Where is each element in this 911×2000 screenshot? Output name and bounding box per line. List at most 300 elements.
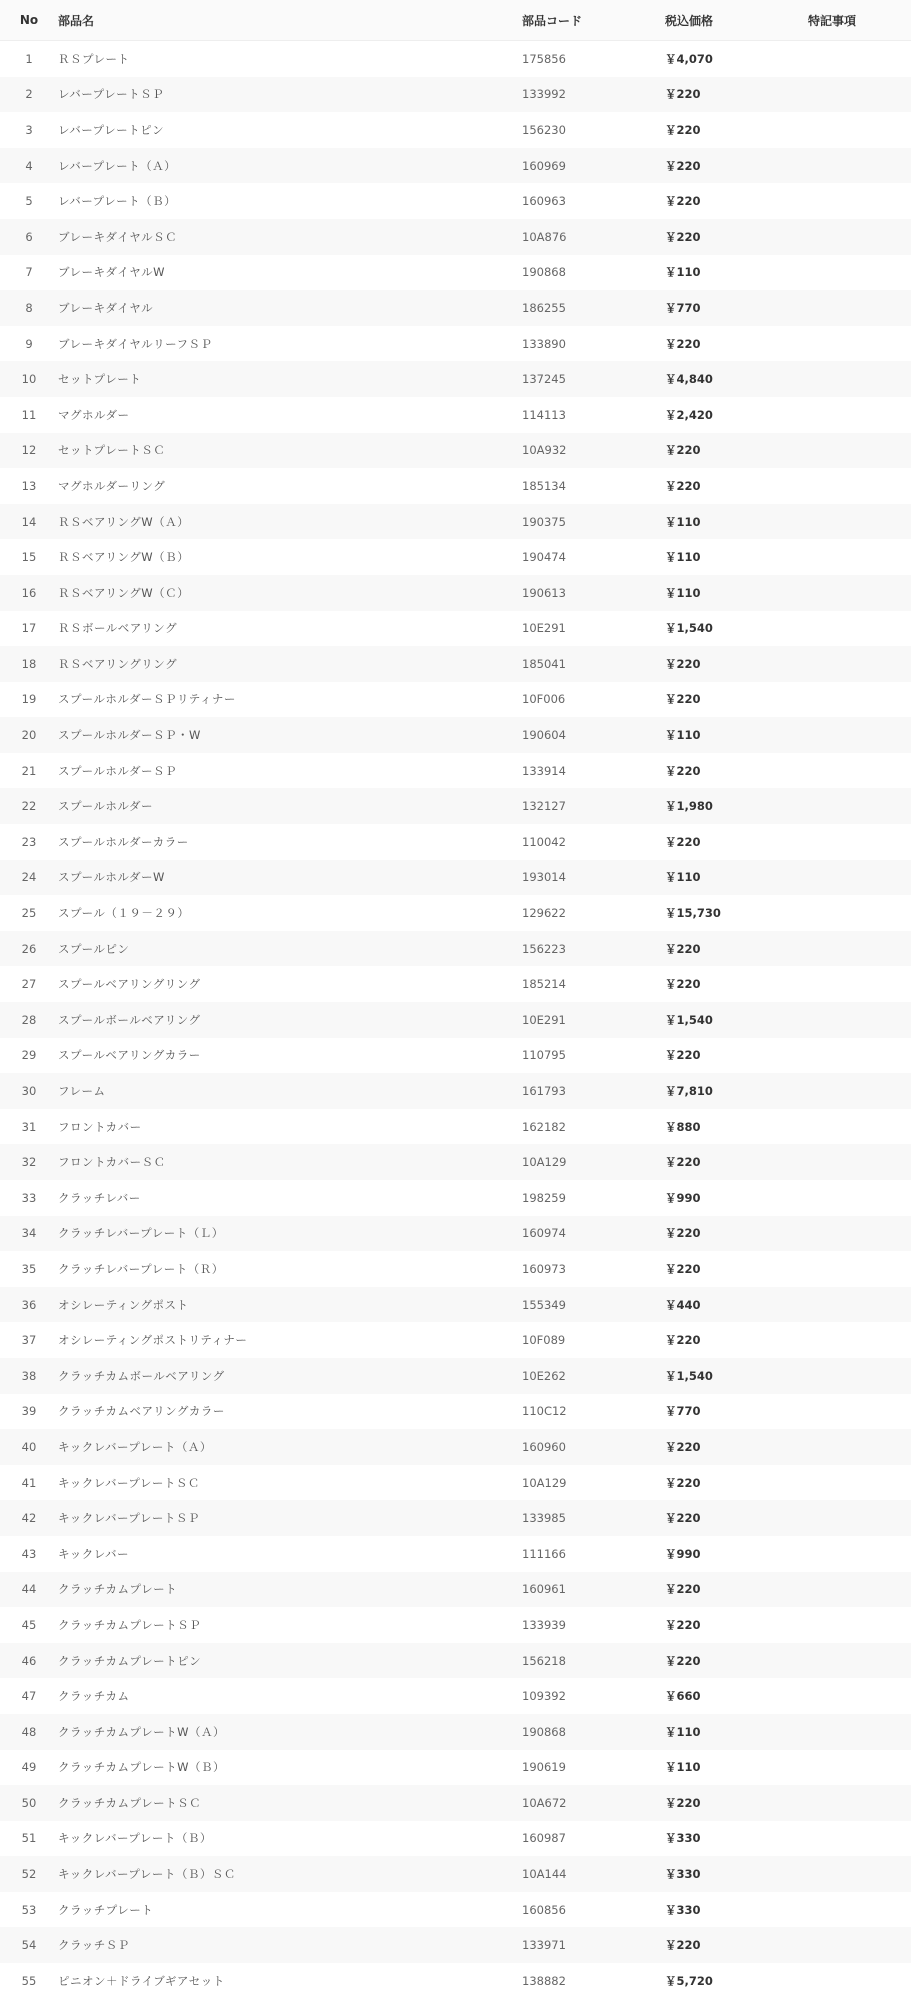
part-notes [808,682,911,718]
row-number: 54 [0,1927,58,1963]
part-name: クラッチカムプレートピン [58,1643,522,1679]
part-notes [808,1144,911,1180]
part-notes [808,1002,911,1038]
row-number: 53 [0,1892,58,1928]
part-price: ￥220 [665,1465,808,1501]
table-row [0,1180,911,1216]
part-price: ￥220 [665,148,808,184]
part-price: ￥220 [665,1500,808,1536]
row-number: 4 [0,148,58,184]
part-name: フロントカバーＳＣ [58,1144,522,1180]
part-name: スプールベアリングカラー [58,1038,522,1074]
row-number: 44 [0,1572,58,1608]
part-price: ￥220 [665,1572,808,1608]
part-code: 185041 [522,646,665,682]
table-row [0,824,911,860]
part-price: ￥220 [665,824,808,860]
table-row [0,682,911,718]
table-row [0,895,911,931]
table-row [0,1287,911,1323]
row-number: 52 [0,1856,58,1892]
part-notes [808,1394,911,1430]
table-row [0,41,911,77]
part-notes [808,895,911,931]
part-price: ￥880 [665,1109,808,1145]
part-code: 185134 [522,468,665,504]
table-row [0,1429,911,1465]
part-name: クラッチＳＰ [58,1927,522,1963]
part-code: 155349 [522,1287,665,1323]
part-code: 10A129 [522,1144,665,1180]
row-number: 27 [0,966,58,1002]
part-notes [808,931,911,967]
row-number: 19 [0,682,58,718]
part-notes [808,1927,911,1963]
part-price: ￥15,730 [665,895,808,931]
part-notes [808,361,911,397]
part-name: マグホルダー [58,397,522,433]
part-code: 193014 [522,860,665,896]
part-name: クラッチカムボールベアリング [58,1358,522,1394]
table-row [0,1750,911,1786]
row-number: 7 [0,255,58,291]
table-row [0,1251,911,1287]
table-row [0,361,911,397]
row-number: 43 [0,1536,58,1572]
part-code: 190375 [522,504,665,540]
part-name: クラッチカムプレートＳＰ [58,1607,522,1643]
part-price: ￥220 [665,326,808,362]
part-code: 190868 [522,255,665,291]
row-number: 46 [0,1643,58,1679]
part-price: ￥220 [665,1429,808,1465]
row-number: 24 [0,860,58,896]
header-price: 税込価格 [665,0,808,41]
part-name: クラッチレバー [58,1180,522,1216]
row-number: 14 [0,504,58,540]
table-row [0,183,911,219]
row-number: 39 [0,1394,58,1430]
part-price: ￥1,980 [665,788,808,824]
row-number: 45 [0,1607,58,1643]
table-row [0,1002,911,1038]
part-name: オシレーティングポストリティナー [58,1322,522,1358]
part-notes [808,1785,911,1821]
part-code: 110795 [522,1038,665,1074]
part-name: セットプレート [58,361,522,397]
table-row [0,1109,911,1145]
part-price: ￥110 [665,1750,808,1786]
part-code: 133985 [522,1500,665,1536]
part-notes [808,148,911,184]
part-name: フロントカバー [58,1109,522,1145]
part-name: スプールホルダーＳＰ・W [58,717,522,753]
part-notes [808,1465,911,1501]
part-code: 133939 [522,1607,665,1643]
part-name: ＲＳベアリングW（Ａ） [58,504,522,540]
part-notes [808,1572,911,1608]
part-name: キックレバープレート（Ａ） [58,1429,522,1465]
part-notes [808,112,911,148]
part-name: クラッチカムプレート [58,1572,522,1608]
row-number: 18 [0,646,58,682]
header-row [0,0,911,41]
part-notes [808,1714,911,1750]
part-notes [808,1607,911,1643]
part-price: ￥110 [665,575,808,611]
row-number: 33 [0,1180,58,1216]
part-code: 190619 [522,1750,665,1786]
part-name: ブレーキダイヤルＳＣ [58,219,522,255]
part-notes [808,504,911,540]
part-code: 10A144 [522,1856,665,1892]
row-number: 5 [0,183,58,219]
row-number: 30 [0,1073,58,1109]
part-name: レバープレートＳＰ [58,77,522,113]
part-price: ￥110 [665,255,808,291]
part-code: 156223 [522,931,665,967]
part-name: ＲＳベアリングリング [58,646,522,682]
table-row [0,1643,911,1679]
table-row [0,539,911,575]
part-code: 114113 [522,397,665,433]
row-number: 28 [0,1002,58,1038]
part-name: キックレバープレートＳＰ [58,1500,522,1536]
part-name: クラッチプレート [58,1892,522,1928]
part-name: スプールホルダーW [58,860,522,896]
part-code: 186255 [522,290,665,326]
table-row [0,468,911,504]
row-number: 22 [0,788,58,824]
part-name: スプールボールベアリング [58,1002,522,1038]
part-price: ￥2,420 [665,397,808,433]
table-row [0,1394,911,1430]
part-notes [808,326,911,362]
table-row [0,77,911,113]
row-number: 25 [0,895,58,931]
part-price: ￥1,540 [665,1002,808,1038]
part-name: ピニオン＋ドライブギアセット [58,1963,522,1999]
row-number: 31 [0,1109,58,1145]
part-code: 137245 [522,361,665,397]
part-code: 160974 [522,1216,665,1252]
row-number: 20 [0,717,58,753]
row-number: 6 [0,219,58,255]
table-row [0,397,911,433]
part-name: レバープレート（Ｂ） [58,183,522,219]
part-price: ￥220 [665,682,808,718]
part-price: ￥4,070 [665,41,808,77]
part-code: 111166 [522,1536,665,1572]
table-row [0,1465,911,1501]
part-price: ￥1,540 [665,1358,808,1394]
table-row [0,1073,911,1109]
part-notes [808,1856,911,1892]
part-price: ￥330 [665,1892,808,1928]
part-price: ￥220 [665,1251,808,1287]
row-number: 2 [0,77,58,113]
header-no: No [0,0,58,41]
table-row [0,1963,911,1999]
part-code: 10E262 [522,1358,665,1394]
part-price: ￥990 [665,1536,808,1572]
table-row [0,148,911,184]
part-name: クラッチカムプレートW（Ａ） [58,1714,522,1750]
part-price: ￥220 [665,433,808,469]
row-number: 1 [0,41,58,77]
part-name: レバープレートピン [58,112,522,148]
part-price: ￥220 [665,1927,808,1963]
header-part-name: 部品名 [58,0,522,41]
part-notes [808,1963,911,1999]
header-notes: 特記事項 [808,0,911,41]
part-notes [808,611,911,647]
table-row [0,931,911,967]
part-name: ＲＳボールベアリング [58,611,522,647]
part-name: クラッチカムベアリングカラー [58,1394,522,1430]
part-code: 185214 [522,966,665,1002]
part-notes [808,1500,911,1536]
part-name: マグホルダーリング [58,468,522,504]
table-row [0,753,911,789]
part-notes [808,1073,911,1109]
table-row [0,255,911,291]
part-notes [808,433,911,469]
part-name: オシレーティングポスト [58,1287,522,1323]
part-code: 10E291 [522,611,665,647]
part-price: ￥220 [665,77,808,113]
part-price: ￥770 [665,1394,808,1430]
part-name: クラッチカム [58,1678,522,1714]
part-price: ￥220 [665,1038,808,1074]
row-number: 51 [0,1821,58,1857]
part-price: ￥220 [665,219,808,255]
table-row [0,646,911,682]
part-name: ブレーキダイヤルW [58,255,522,291]
part-notes [808,788,911,824]
part-notes [808,1216,911,1252]
row-number: 36 [0,1287,58,1323]
part-price: ￥110 [665,539,808,575]
part-notes [808,183,911,219]
table-row [0,717,911,753]
part-code: 10A876 [522,219,665,255]
table-row [0,966,911,1002]
part-code: 175856 [522,41,665,77]
table-row [0,1572,911,1608]
part-price: ￥5,720 [665,1963,808,1999]
part-notes [808,255,911,291]
part-price: ￥770 [665,290,808,326]
row-number: 42 [0,1500,58,1536]
part-notes [808,646,911,682]
table-row [0,1144,911,1180]
part-code: 138882 [522,1963,665,1999]
part-code: 110042 [522,824,665,860]
part-price: ￥220 [665,966,808,1002]
part-price: ￥7,810 [665,1073,808,1109]
part-name: レバープレート（Ａ） [58,148,522,184]
table-row [0,1500,911,1536]
part-price: ￥220 [665,646,808,682]
part-name: セットプレートＳＣ [58,433,522,469]
part-price: ￥220 [665,1216,808,1252]
row-number: 40 [0,1429,58,1465]
part-notes [808,539,911,575]
row-number: 34 [0,1216,58,1252]
part-price: ￥990 [665,1180,808,1216]
part-price: ￥330 [665,1821,808,1857]
table-row [0,1821,911,1857]
table-row [0,788,911,824]
part-code: 156218 [522,1643,665,1679]
table-row [0,1038,911,1074]
part-price: ￥220 [665,1144,808,1180]
table-row [0,1216,911,1252]
header-part-code: 部品コード [522,0,665,41]
part-notes [808,1643,911,1679]
row-number: 37 [0,1322,58,1358]
part-price: ￥4,840 [665,361,808,397]
part-notes [808,1322,911,1358]
part-notes [808,1251,911,1287]
part-price: ￥220 [665,183,808,219]
table-row [0,860,911,896]
part-code: 160856 [522,1892,665,1928]
row-number: 29 [0,1038,58,1074]
part-price: ￥110 [665,504,808,540]
row-number: 48 [0,1714,58,1750]
row-number: 16 [0,575,58,611]
table-row [0,1714,911,1750]
row-number: 9 [0,326,58,362]
row-number: 26 [0,931,58,967]
row-number: 32 [0,1144,58,1180]
part-notes [808,397,911,433]
row-number: 49 [0,1750,58,1786]
part-code: 133992 [522,77,665,113]
part-name: クラッチカムプレートＳＣ [58,1785,522,1821]
part-name: ＲＳプレート [58,41,522,77]
part-code: 129622 [522,895,665,931]
part-notes [808,290,911,326]
table-body [0,41,911,1999]
part-notes [808,966,911,1002]
table-row [0,1927,911,1963]
part-price: ￥220 [665,112,808,148]
table-row [0,1892,911,1928]
row-number: 55 [0,1963,58,1999]
table-row [0,504,911,540]
part-code: 161793 [522,1073,665,1109]
part-code: 133914 [522,753,665,789]
part-notes [808,1287,911,1323]
part-name: ブレーキダイヤルリーフＳＰ [58,326,522,362]
part-code: 160973 [522,1251,665,1287]
table-row [0,1678,911,1714]
part-price: ￥220 [665,931,808,967]
part-notes [808,1536,911,1572]
row-number: 3 [0,112,58,148]
part-code: 190613 [522,575,665,611]
part-price: ￥1,540 [665,611,808,647]
part-name: クラッチレバープレート（Ｌ） [58,1216,522,1252]
part-name: キックレバープレート（Ｂ） [58,1821,522,1857]
part-name: スプールピン [58,931,522,967]
table-row [0,290,911,326]
table-row [0,611,911,647]
row-number: 50 [0,1785,58,1821]
table-header [0,0,911,41]
part-notes [808,1109,911,1145]
part-code: 10A672 [522,1785,665,1821]
table-row [0,1358,911,1394]
part-price: ￥220 [665,468,808,504]
part-code: 10F089 [522,1322,665,1358]
part-notes [808,1038,911,1074]
part-name: ブレーキダイヤル [58,290,522,326]
part-notes [808,468,911,504]
part-name: クラッチカムプレートW（Ｂ） [58,1750,522,1786]
part-name: クラッチレバープレート（Ｒ） [58,1251,522,1287]
part-notes [808,1358,911,1394]
part-notes [808,219,911,255]
part-name: スプールベアリングリング [58,966,522,1002]
part-code: 10F006 [522,682,665,718]
part-price: ￥220 [665,1785,808,1821]
part-notes [808,1678,911,1714]
part-code: 160961 [522,1572,665,1608]
part-name: スプールホルダー [58,788,522,824]
part-price: ￥220 [665,753,808,789]
part-notes [808,753,911,789]
part-notes [808,1750,911,1786]
part-notes [808,1429,911,1465]
part-name: スプール（１９－２９） [58,895,522,931]
part-notes [808,77,911,113]
part-code: 160969 [522,148,665,184]
row-number: 41 [0,1465,58,1501]
part-price: ￥110 [665,1714,808,1750]
part-code: 190474 [522,539,665,575]
part-code: 132127 [522,788,665,824]
part-notes [808,860,911,896]
part-notes [808,575,911,611]
part-code: 198259 [522,1180,665,1216]
part-code: 10E291 [522,1002,665,1038]
part-name: スプールホルダーカラー [58,824,522,860]
part-price: ￥220 [665,1322,808,1358]
table-row [0,1322,911,1358]
part-price: ￥220 [665,1607,808,1643]
part-price: ￥110 [665,717,808,753]
part-code: 190868 [522,1714,665,1750]
part-code: 156230 [522,112,665,148]
part-price: ￥660 [665,1678,808,1714]
table-row [0,1536,911,1572]
part-name: ＲＳベアリングW（Ｃ） [58,575,522,611]
row-number: 17 [0,611,58,647]
table-row [0,1785,911,1821]
table-row [0,1856,911,1892]
part-code: 160963 [522,183,665,219]
part-code: 10A129 [522,1465,665,1501]
part-code: 133971 [522,1927,665,1963]
row-number: 13 [0,468,58,504]
part-code: 160960 [522,1429,665,1465]
part-code: 110C12 [522,1394,665,1430]
row-number: 10 [0,361,58,397]
